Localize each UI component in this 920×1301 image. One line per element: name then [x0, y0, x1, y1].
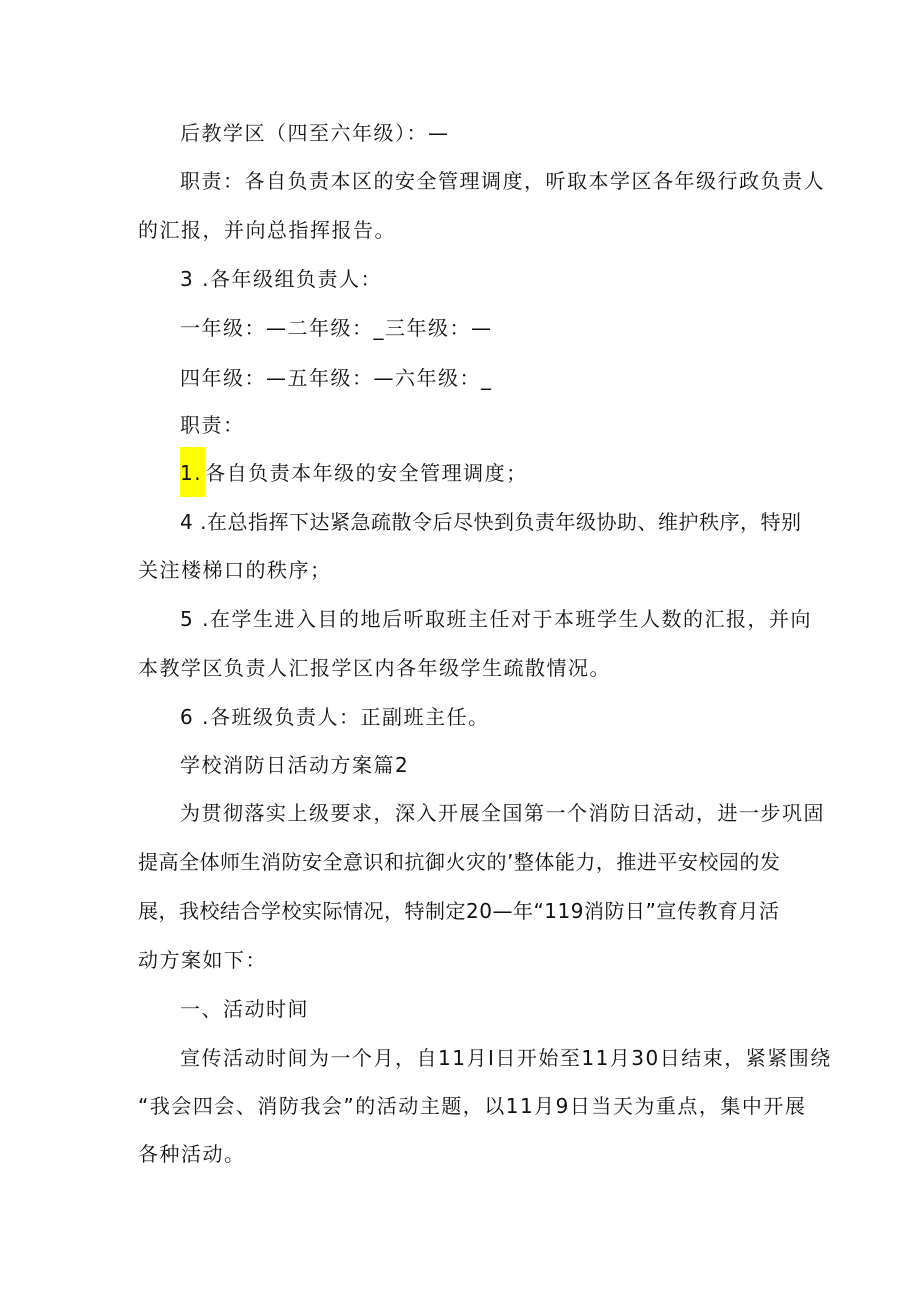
text-line: 动方案如下：	[138, 948, 267, 972]
text-line	[180, 459, 528, 497]
text-line: 4 .在总指挥下达紧急疏散令后尽快到负责年级协助、维护秩序，特别	[180, 510, 802, 534]
text-line: 各种活动。	[138, 1142, 246, 1166]
text-line: 职责：各自负责本区的安全管理调度，听取本学区各年级行政负责人	[180, 169, 825, 193]
text-line: 的汇报，并向总指挥报告。	[138, 218, 396, 242]
text-line: 宣传活动时间为一个月，自11月I日开始至11月30日结束，紧紧围绕	[180, 1046, 832, 1070]
text-line: 为贯彻落实上级要求，深入开展全国第一个消防日活动，进一步巩固	[180, 801, 825, 825]
list-item-text: 各自负责本年级的安全管理调度；	[205, 461, 528, 485]
text-line: 后教学区（四至六年级）：—	[180, 121, 450, 145]
section-heading: 学校消防日活动方案篇2	[180, 753, 410, 777]
section-heading: 一、活动时间	[180, 997, 309, 1021]
text-line: “我会四会、消防我会”的活动主题，以11月9日当天为重点，集中开展	[138, 1094, 807, 1118]
text-line: 3 .各年级组负责人：	[180, 267, 382, 291]
text-line: 5 .在学生进入目的地后听取班主任对于本班学生人数的汇报，并向	[180, 607, 812, 631]
text-line: 职责：	[180, 413, 245, 437]
text-line: 提高全体师生消防安全意识和抗御火灾的’整体能力，推进平安校园的发	[138, 850, 781, 874]
text-line: 关注楼梯口的秩序；	[138, 558, 332, 582]
text-line: 本教学区负责人汇报学区内各年级学生疏散情况。	[138, 656, 611, 680]
text-line: 6 .各班级负责人：正副班主任。	[180, 705, 490, 729]
text-line: 四年级：—五年级：—六年级：_	[180, 366, 493, 390]
text-line: 展，我校结合学校实际情况，特制定20—年“119消防日”宣传教育月活	[138, 899, 780, 923]
text-line: 一年级：—二年级：_三年级：—	[180, 316, 493, 340]
highlighted-list-number: 1.	[180, 447, 205, 497]
